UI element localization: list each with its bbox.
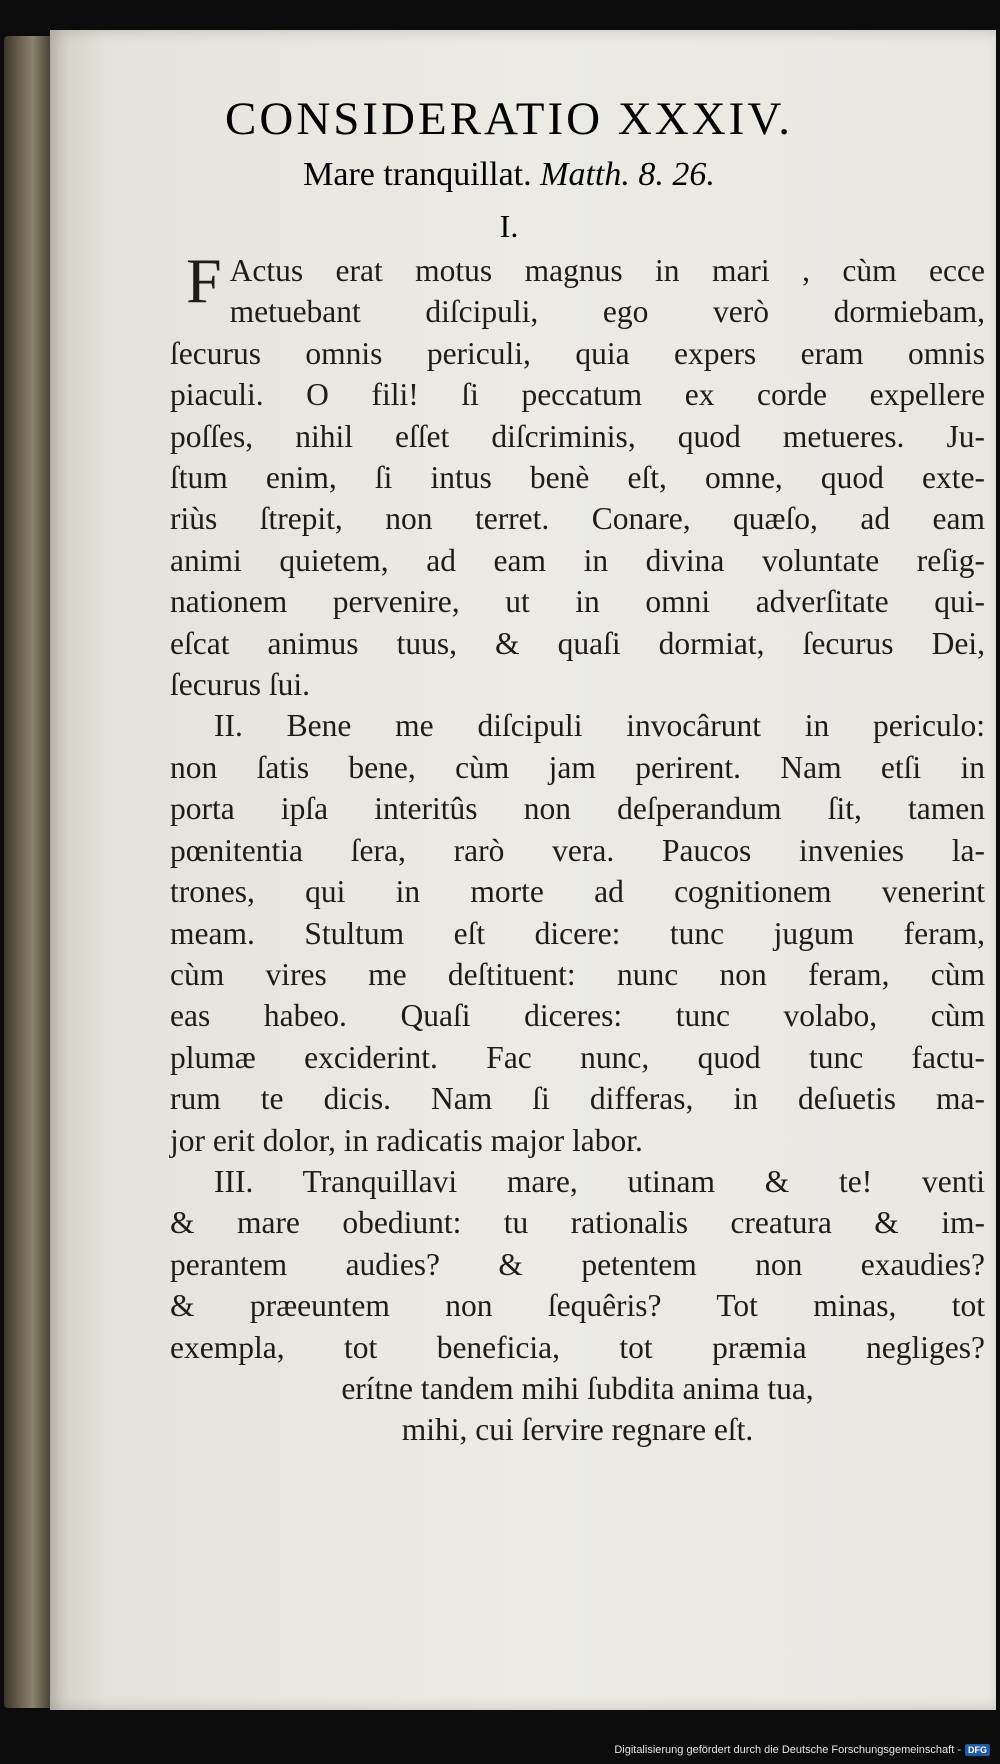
drop-cap: F <box>186 245 222 316</box>
text-line: II. Bene me diſcipuli invocârunt in periculo: <box>214 708 985 744</box>
text-line: erítne tandem mihi ſubdita anima tua, <box>341 1370 814 1406</box>
page-body <box>170 245 985 1451</box>
text-line: plumæ exciderint. Fac nunc, quod tunc factu- <box>170 1039 985 1075</box>
dfg-logo-icon: DFG <box>965 1744 990 1756</box>
text-line: metuebant diſcipuli, ego verò dormiebam, <box>229 294 985 330</box>
text-line: ſecurus ſui. <box>170 667 310 703</box>
text-line: & mare obediunt: tu rationalis creatura & im- <box>170 1205 985 1241</box>
text-line: pœnitentia ſera, rarò vera. Paucos invenies la- <box>170 832 985 868</box>
text-line: poſſes, nihil eſſet diſcriminis, quod metueres. Ju- <box>170 418 985 454</box>
text-line: ſtum enim, ſi intus benè eſt, omne, quod exte- <box>170 460 985 496</box>
text-line: riùs ſtrepit, non terret. Conare, quæſo, ad eam <box>170 501 985 537</box>
paragraph-3 <box>170 1161 985 1451</box>
text-line: eas habeo. Quaſi diceres: tunc volabo, cùm <box>170 998 985 1034</box>
text-line: nationem pervenire, ut in omni adverſitate qui- <box>170 584 985 620</box>
paragraph-1 <box>170 245 985 705</box>
text-line: ſecurus omnis periculi, quia expers eram omnis <box>170 335 985 371</box>
text-line: piaculi. O fili! ſi peccatum ex corde expellere <box>170 377 985 413</box>
digitization-credit <box>614 1744 990 1756</box>
text-line: Actus erat motus magnus in mari , cùm ecce <box>229 253 985 288</box>
page-subtitle <box>124 156 894 194</box>
text-line: rum te dicis. Nam ſi differas, in deſuetis ma- <box>170 1081 985 1117</box>
text-line: animi quietem, ad eam in divina voluntate reſig- <box>170 542 985 578</box>
section-number: I. <box>499 208 519 244</box>
text-line: trones, qui in morte ad cognitionem venerint <box>170 874 985 910</box>
book-spine-edge <box>4 36 56 1708</box>
text-line: exempla, tot beneficia, tot præmia negliges? <box>170 1329 985 1365</box>
paragraph-2 <box>170 705 985 1160</box>
scripture-reference: Matth. 8. 26. <box>540 156 715 193</box>
text-line: non ſatis bene, cùm jam perirent. Nam etſi in <box>170 749 985 785</box>
text-line: cùm vires me deſtituent: nunc non feram, cùm <box>170 956 985 992</box>
text-line: perantem audies? & petentem non exaudies? <box>170 1246 985 1282</box>
text-line: porta ipſa interitûs non deſperandum ſit, tamen <box>170 791 985 827</box>
subtitle-text: Mare tranquillat. <box>303 156 532 193</box>
text-line: meam. Stultum eſt dicere: tunc jugum feram, <box>170 915 985 951</box>
text-line: jor erit dolor, in radicatis major labor. <box>170 1122 643 1158</box>
page-title: CONSIDERATIO XXXIV. <box>225 93 793 145</box>
credit-text: Digitalisierung gefördert durch die Deutsche Forschungsgemeinschaft - <box>614 1744 961 1756</box>
text-line: eſcat animus tuus, & quaſi dormiat, ſecurus Dei, <box>170 625 985 661</box>
text-line: mihi, cui ſervire regnare eſt. <box>401 1412 754 1448</box>
text-line: & præeuntem non ſequêris? Tot minas, tot <box>170 1288 985 1324</box>
text-line: III. Tranquillavi mare, utinam & te! venti <box>214 1163 985 1199</box>
